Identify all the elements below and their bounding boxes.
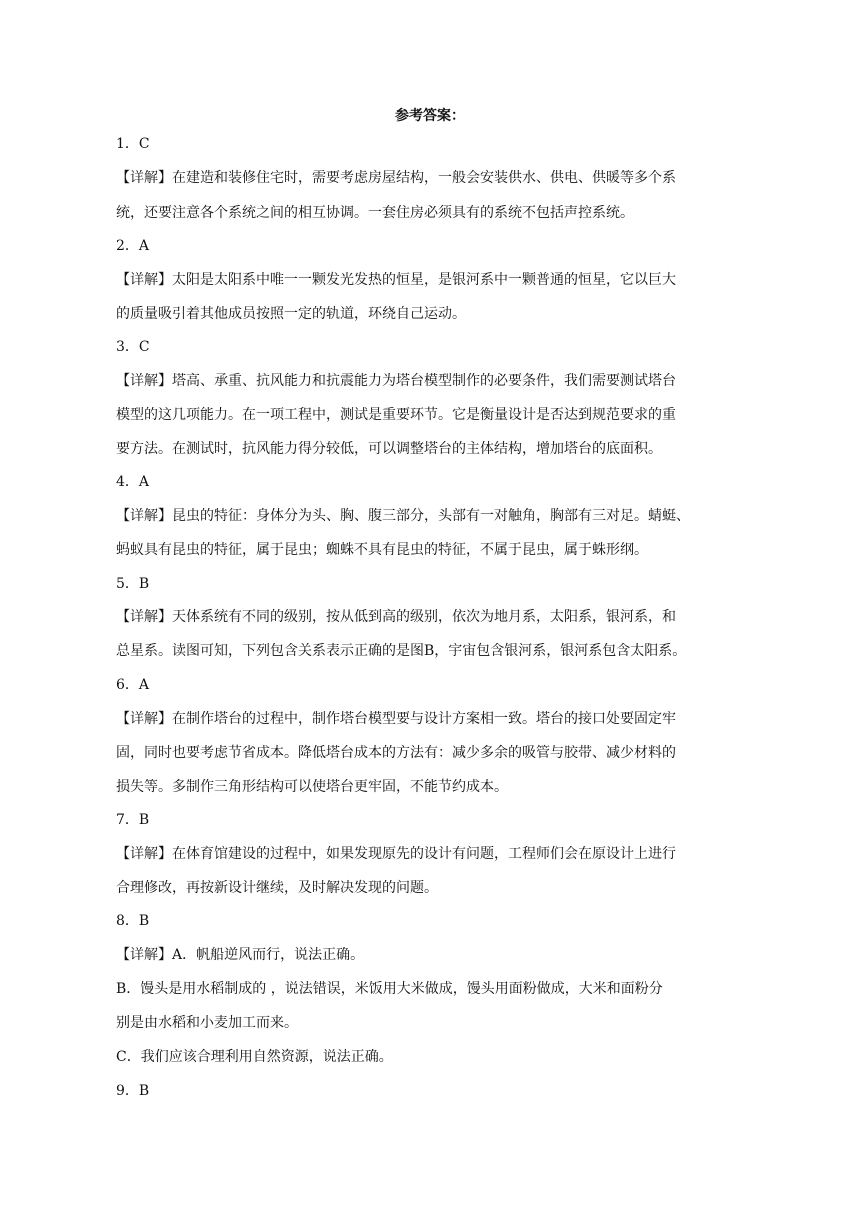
explanation-line: 【详解】太阳是太阳系中唯一一颗发光发热的恒星，是银河系中一颗普通的恒星，它以巨大 <box>116 272 676 288</box>
page-title: 参考答案： <box>395 108 465 124</box>
explanation-line: 模型的这几项能力。在一项工程中，测试是重要环节。它是衡量设计是否达到规范要求的重 <box>116 407 676 423</box>
answer-number: 1．C <box>116 136 150 152</box>
explanation-line: C．我们应该合理利用自然资源，说法正确。 <box>116 1049 393 1065</box>
explanation-line: 统，还要注意各个系统之间的相互协调。一套住房必须具有的系统不包括声控系统。 <box>116 205 634 221</box>
answer-number: 4．A <box>116 474 150 490</box>
explanation-line: 【详解】A．帆船逆风而行，说法正确。 <box>116 947 365 963</box>
explanation-line: 【详解】在建造和装修住宅时，需要考虑房屋结构，一般会安装供水、供电、供暖等多个系 <box>116 170 676 186</box>
answer-number: 5．B <box>116 576 150 592</box>
answer-number: 8．B <box>116 913 150 929</box>
explanation-line: 【详解】在体育馆建设的过程中，如果发现原先的设计有问题，工程师们会在原设计上进行 <box>116 846 676 862</box>
explanation-line: 蚂蚁具有昆虫的特征，属于昆虫；蜘蛛不具有昆虫的特征，不属于昆虫，属于蛛形纲。 <box>116 542 648 558</box>
answer-number: 2．A <box>116 238 150 254</box>
explanation-line: 合理修改，再按新设计继续，及时解决发现的问题。 <box>116 880 438 896</box>
explanation-line: 【详解】昆虫的特征：身体分为头、胸、腹三部分，头部有一对触角，胸部有三对足。蜻蜓、 <box>116 508 690 524</box>
explanation-line: 要方法。在测试时，抗风能力得分较低，可以调整塔台的主体结构，增加塔台的底面积。 <box>116 441 662 457</box>
explanation-line: 的质量吸引着其他成员按照一定的轨道，环绕自己运动。 <box>116 306 466 322</box>
explanation-line: 别是由水稻和小麦加工而来。 <box>116 1015 298 1031</box>
explanation-line: 固，同时也要考虑节省成本。降低塔台成本的方法有：减少多余的吸管与胶带、减少材料的 <box>116 745 676 761</box>
answer-number: 3．C <box>116 339 150 355</box>
answer-number: 9．B <box>116 1083 150 1099</box>
explanation-line: 【详解】天体系统有不同的级别，按从低到高的级别，依次为地月系，太阳系，银河系，和 <box>116 609 676 625</box>
explanation-line: 【详解】塔高、承重、抗风能力和抗震能力为塔台模型制作的必要条件，我们需要测试塔台 <box>116 373 676 389</box>
explanation-line: 【详解】在制作塔台的过程中，制作塔台模型要与设计方案相一致。塔台的接口处要固定牢 <box>116 711 676 727</box>
answer-number: 7．B <box>116 812 150 828</box>
explanation-line: 损失等。多制作三角形结构可以使塔台更牢固，不能节约成本。 <box>116 779 508 795</box>
answer-number: 6．A <box>116 677 150 693</box>
explanation-line: 总星系。读图可知，下列包含关系表示正确的是图B，宇宙包含银河系，银河系包含太阳系。 <box>116 643 687 659</box>
explanation-line: B．馒头是用水稻制成的 ，说法错误，米饭用大米做成，馒头用面粉做成，大米和面粉分 <box>116 981 663 997</box>
